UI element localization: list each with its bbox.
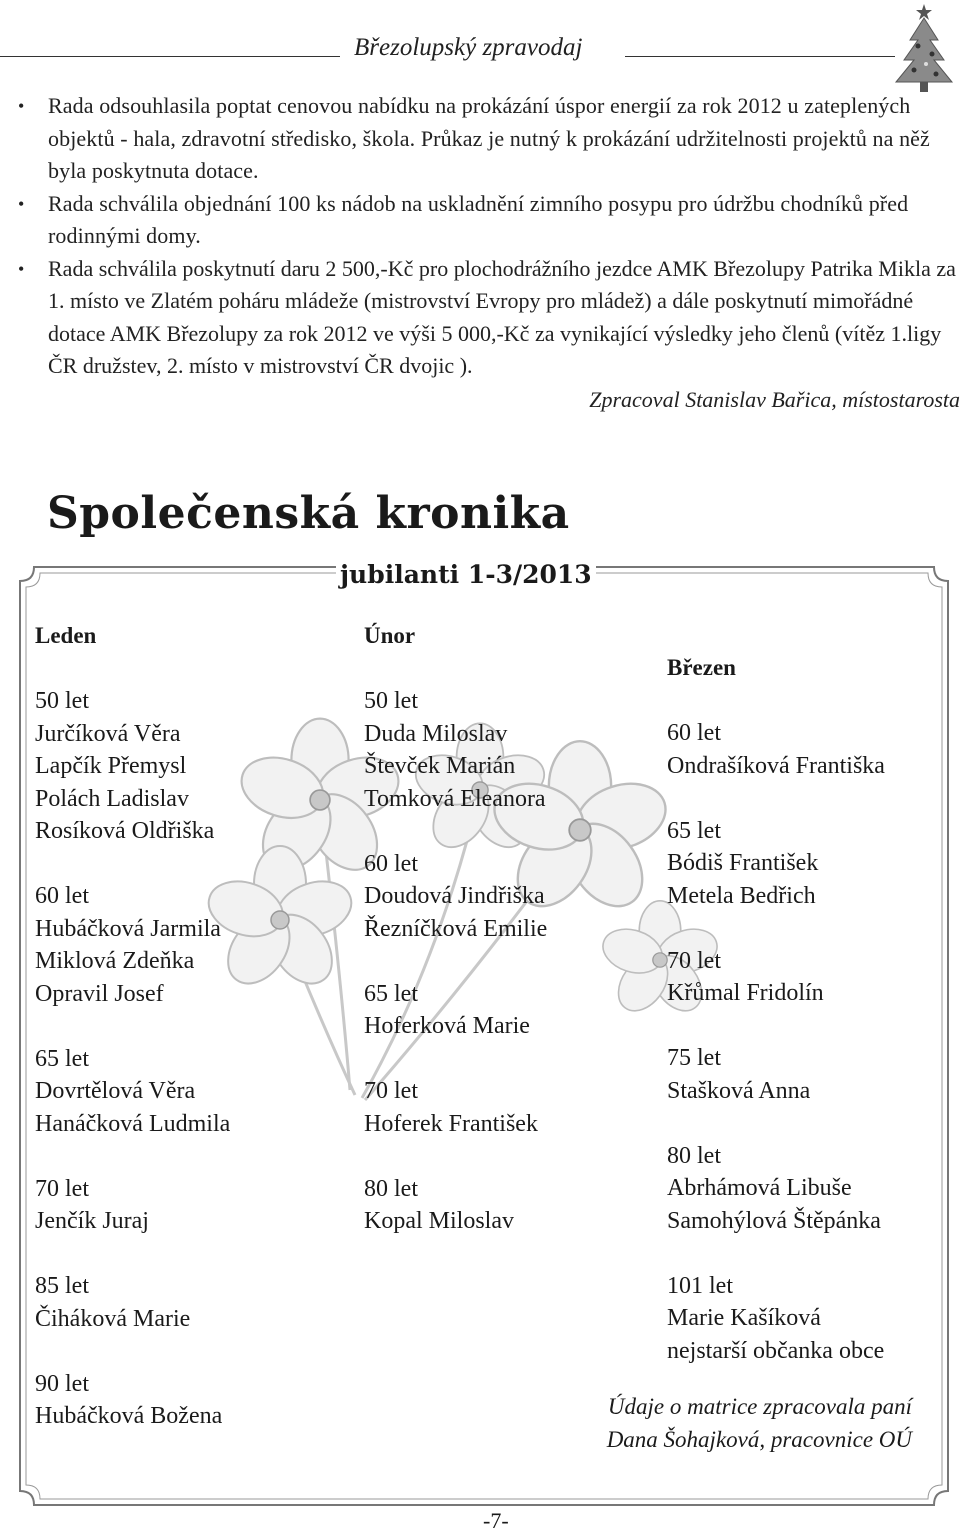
newsletter-title: Březolupský zpravodaj (354, 34, 583, 61)
column-february (364, 620, 547, 1238)
jubilant-name: Miklová Zdeňka (35, 948, 195, 974)
age-group-label: 50 let (35, 688, 89, 714)
jubilant-name: Duda Miloslav (364, 720, 508, 747)
jubilant-name: Števček Marián (364, 753, 516, 779)
jubilant-name: Metela Bedřich (667, 882, 816, 909)
age-group-label: 65 let (364, 980, 418, 1007)
age-group-label: 90 let (35, 1370, 89, 1397)
jubilant-name: Hubáčková Jarmila (35, 915, 221, 942)
age-group-label: 60 let (364, 850, 418, 877)
page-number: -7- (483, 1508, 509, 1533)
list-item: • Rada schválila objednání 100 ks nádob na uskladnění zimního posypu pro údržbu chodníků před rodinnými domy. (10, 188, 960, 253)
jubilant-name: Hanáčková Ludmila (35, 1110, 231, 1137)
jubilant-name: Hubáčková Božena (35, 1403, 223, 1429)
column-january (35, 620, 230, 1433)
age-group-label: 101 let (667, 1272, 733, 1299)
column-march (667, 652, 885, 1367)
header-rule-right (625, 56, 895, 57)
age-group-label: 65 let (667, 817, 721, 844)
registry-credit (560, 1390, 912, 1456)
age-group-label: 80 let (364, 1175, 418, 1202)
council-decisions-list (10, 90, 960, 383)
age-group-label: 75 let (667, 1045, 721, 1071)
jubilant-name: Rosíková Oldřiška (35, 818, 215, 844)
credit-line: Dana Šohajková, pracovnice OÚ (606, 1427, 912, 1452)
age-group-label: 60 let (35, 883, 89, 909)
jubilant-name: Čiháková Marie (35, 1305, 191, 1332)
age-group-label: 50 let (364, 688, 418, 714)
christmas-tree-icon (888, 0, 960, 96)
age-group-label: 65 let (35, 1045, 89, 1072)
age-group-label: 70 let (667, 947, 721, 974)
age-group-label: 85 let (35, 1273, 89, 1299)
jubilant-name: Kopal Miloslav (364, 1208, 514, 1234)
list-item: • Rada odsouhlasila poptat cenovou nabídku na prokázání úspor energií za rok 2012 u zateplených objektů - hala, zdravotní středisko, škola. Průkaz je nutný k prokázání udržitelnosti projektů na něž byla poskytnuta dotace. (10, 90, 960, 188)
jubilant-name: Jurčíková Věra (35, 720, 181, 747)
age-group-label: 60 let (667, 720, 721, 746)
header-rule-left (0, 56, 340, 57)
month-heading: Leden (35, 623, 97, 648)
credit-line: Údaje o matrice zpracovala paní (607, 1394, 912, 1419)
age-group-label: 80 let (667, 1142, 721, 1169)
jubilant-name: Lapčík Přemysl (35, 753, 187, 779)
jubilant-name: Hoferek František (364, 1110, 538, 1137)
jubilant-name: Stašková Anna (667, 1077, 811, 1104)
jubilant-name: Opravil Josef (35, 980, 164, 1007)
jubilant-name: Hoferková Marie (364, 1013, 530, 1039)
month-heading: Březen (667, 655, 736, 680)
author-signature: Zpracoval Stanislav Bařica, místostarosta (589, 387, 960, 412)
jubilant-name: Dovrtělová Věra (35, 1078, 196, 1104)
jubilant-name: Abrhámová Libuše (667, 1175, 852, 1201)
jubilant-name: Křůmal Fridolín (667, 980, 824, 1006)
jubilant-name: Bódiš František (667, 850, 819, 876)
section-subtitle: jubilanti 1-3/2013 (336, 560, 596, 589)
month-heading: Únor (364, 623, 416, 648)
jubilant-name: Polách Ladislav (35, 785, 189, 812)
section-title: Společenská kronika (47, 488, 570, 539)
jubilant-name: Jenčík Juraj (35, 1208, 149, 1234)
jubilant-name: Tomková Eleanora (364, 785, 546, 812)
jubilant-name: Samohýlová Štěpánka (667, 1207, 881, 1234)
jubilant-name: Marie Kašíková (667, 1305, 821, 1331)
jubilant-name: Řezníčková Emilie (364, 915, 548, 942)
age-group-label: 70 let (364, 1078, 418, 1104)
jubilant-note: nejstarší občanka obce (667, 1337, 885, 1364)
jubilant-name: Doudová Jindřiška (364, 883, 545, 909)
age-group-label: 70 let (35, 1175, 89, 1202)
list-item: • Rada schválila poskytnutí daru 2 500,-Kč pro plochodrážního jezdce AMK Březolupy Patrika Mikla za 1. místo ve Zlatém poháru mládeže (mistrovství Evropy pro mládež) a dále poskytnutí mimořádné dotace AMK Březolupy za rok 2012 ve výši 5 000,-Kč za vynikající výsledky jeho členů (vítěz 1.ligy ČR družstev, 2. místo v mistrovství ČR dvojic ). (10, 253, 960, 383)
jubilant-name: Ondrašíková Františka (667, 752, 885, 779)
